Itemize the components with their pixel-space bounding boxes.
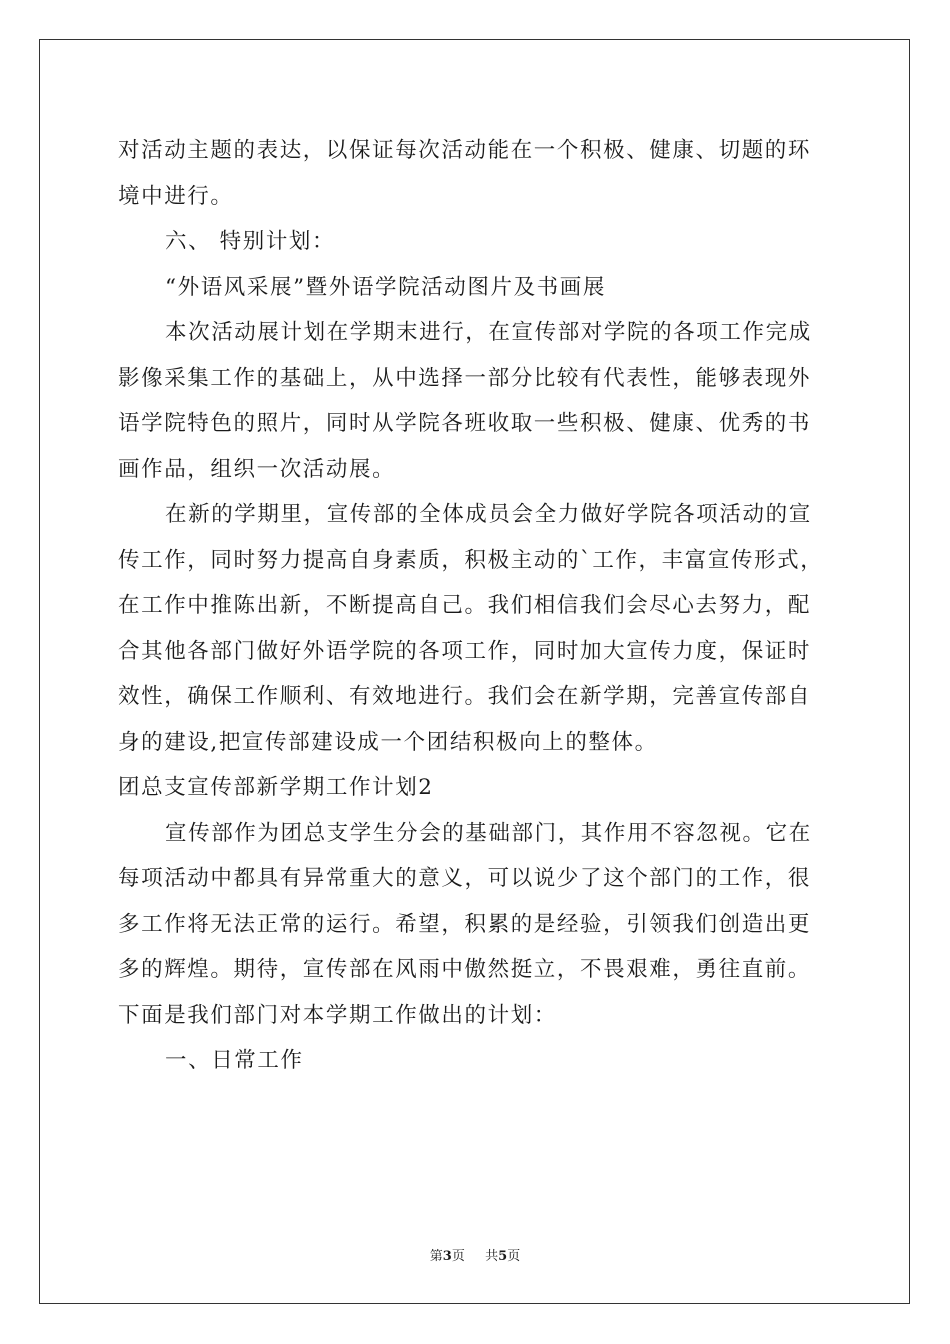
section-heading: 六、 特别计划： [165,229,336,254]
text-line: 影像采集工作的基础上，从中选择一部分比较有代表性，能够表现外 [118,365,812,391]
total-pages: 5 [498,1249,508,1264]
text-line: 画作品，组织一次活动展。 [118,456,396,482]
current-page: 3 [442,1249,452,1264]
text-line: 境中进行。 [118,183,234,209]
text-line: 下面是我们部门对本学期工作做出的计划： [118,1002,557,1028]
text-line: 在新的学期里，宣传部的全体成员会全力做好学院各项活动的宣 [165,502,812,527]
section-heading: 一、日常工作 [165,1048,304,1073]
subheading: “外语风采展”暨外语学院活动图片及书画展 [165,274,606,300]
total-suffix: 页 [507,1249,521,1264]
page-footer [0,1248,950,1266]
text-line: 效性，确保工作顺利、有效地进行。我们会在新学期，完善宣传部自 [118,684,812,709]
text-line: 在工作中推陈出新，不断提高自己。我们相信我们会尽心去努力，配 [118,593,812,618]
text-line: 多的辉煌。期待，宣传部在风雨中傲然挺立，不畏艰难，勇往直前。 [118,957,812,982]
page-total [485,1249,520,1264]
text-line: 对活动主题的表达，以保证每次活动能在一个积极、健康、切题的环 [118,138,812,163]
page-prefix: 第 [429,1249,443,1264]
text-line: 身的建设,把宣传部建设成一个团结积极向上的整体。 [118,729,658,755]
page-number [430,1249,469,1264]
total-prefix: 共 [485,1249,499,1264]
text-line: 传工作，同时努力提高自身素质，积极主动的`工作，丰富宣传形式， [118,547,824,573]
text-line: 多工作将无法正常的运行。希望，积累的是经验，引领我们创造出更 [118,911,812,937]
text-line: 每项活动中都具有异常重大的意义，可以说少了这个部门的工作，很 [118,866,812,891]
document-body [118,128,838,1084]
text-line: 语学院特色的照片，同时从学院各班收取一些积极、健康、优秀的书 [118,411,812,436]
text-line: 宣传部作为团总支学生分会的基础部门，其作用不容忽视。它在 [165,820,812,846]
text-line: 合其他各部门做好外语学院的各项工作，同时加大宣传力度，保证时 [118,638,812,664]
document-title: 团总支宣传部新学期工作计划2 [118,775,434,800]
text-line: 本次活动展计划在学期末进行，在宣传部对学院的各项工作完成 [165,320,812,345]
page-suffix: 页 [451,1249,465,1264]
